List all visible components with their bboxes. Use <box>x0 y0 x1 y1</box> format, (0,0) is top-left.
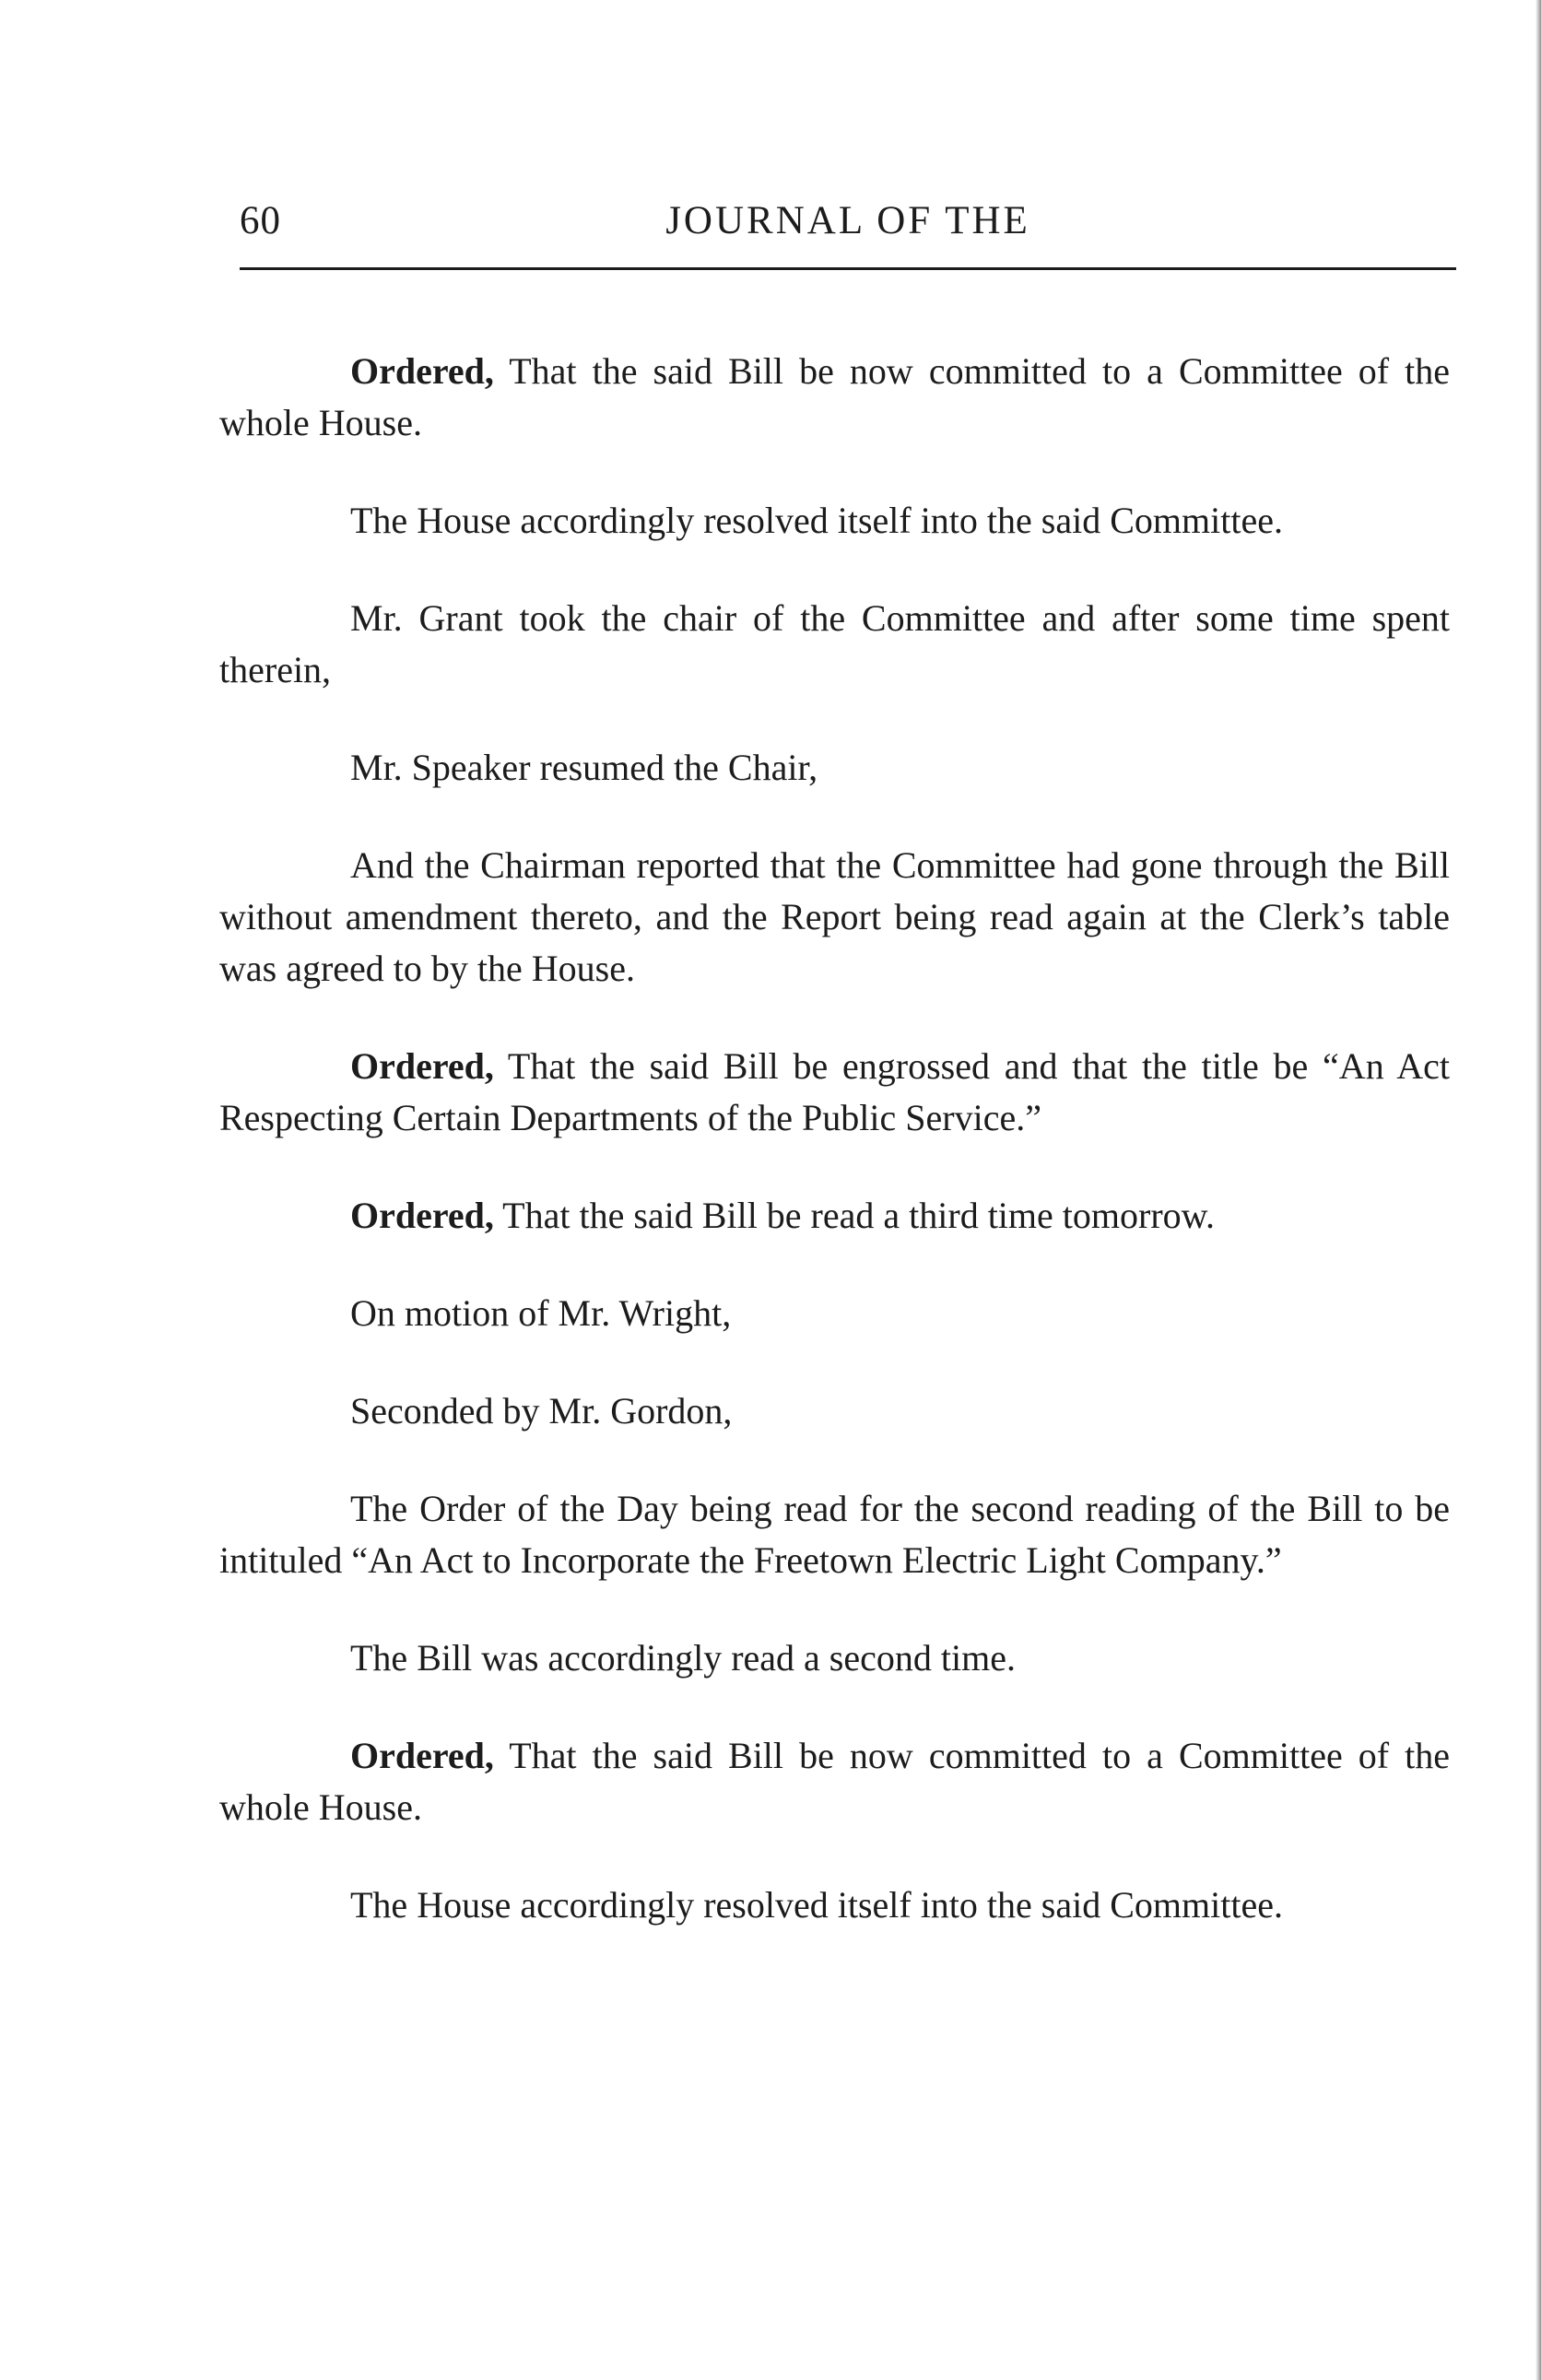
page-number: 60 <box>240 199 281 242</box>
paragraph-text: The Order of the Day being read for the second reading of the Bill to be intituled “An Act to Incorporate the Freetown Electric Light Company.” <box>219 1488 1450 1581</box>
paragraph-second-reading <box>219 1632 1450 1684</box>
paragraph-text: The Bill was accordingly read a second time. <box>350 1637 1016 1679</box>
running-head: JOURNAL OF THE <box>665 199 1030 242</box>
paragraph-text: The House accordingly resolved itself into the said Committee. <box>350 500 1283 541</box>
paragraph-chairman-report <box>219 840 1450 995</box>
paragraph-ordered-committed-2 <box>219 1730 1450 1833</box>
header-rule <box>240 267 1456 270</box>
paragraph-seconded <box>219 1385 1450 1437</box>
paragraph-text: That the said Bill be engrossed and that the title be “An Act Respecting Certain Departments of the Public Service.” <box>219 1045 1450 1138</box>
paragraph-resolved-committee <box>219 495 1450 547</box>
paragraph-lead: Ordered, <box>350 1195 494 1236</box>
paragraph-ordered-committed <box>219 346 1450 449</box>
scan-edge-shadow <box>1535 0 1541 2380</box>
journal-body <box>219 346 1450 1977</box>
paragraph-speaker-resumed <box>219 742 1450 794</box>
paragraph-motion <box>219 1288 1450 1339</box>
paragraph-text: Seconded by Mr. Gordon, <box>350 1390 733 1432</box>
paragraph-text: On motion of Mr. Wright, <box>350 1292 732 1334</box>
paragraph-ordered-third-reading <box>219 1190 1450 1242</box>
page-header <box>240 198 1456 263</box>
paragraph-text: That the said Bill be now committed to a Committee of the whole House. <box>219 350 1450 443</box>
paragraph-lead: Ordered, <box>350 350 494 392</box>
paragraph-resolved-committee-2 <box>219 1879 1450 1931</box>
paragraph-text: And the Chairman reported that the Committee had gone through the Bill without amendment thereto, and the Report being read again at the Clerk’s table was agreed to by the House. <box>219 844 1450 989</box>
paragraph-text: The House accordingly resolved itself into the said Committee. <box>350 1884 1283 1926</box>
paragraph-text: Mr. Speaker resumed the Chair, <box>350 747 818 788</box>
paragraph-lead: Ordered, <box>350 1735 494 1776</box>
paragraph-text: Mr. Grant took the chair of the Committee and after some time spent therein, <box>219 597 1450 690</box>
paragraph-text: That the said Bill be now committed to a Committee of the whole House. <box>219 1735 1450 1828</box>
paragraph-lead: Ordered, <box>350 1045 494 1087</box>
paragraph-text: That the said Bill be read a third time tomorrow. <box>493 1195 1215 1236</box>
paragraph-order-of-day <box>219 1483 1450 1586</box>
paragraph-chair-taken <box>219 593 1450 696</box>
paragraph-ordered-engrossed <box>219 1041 1450 1144</box>
